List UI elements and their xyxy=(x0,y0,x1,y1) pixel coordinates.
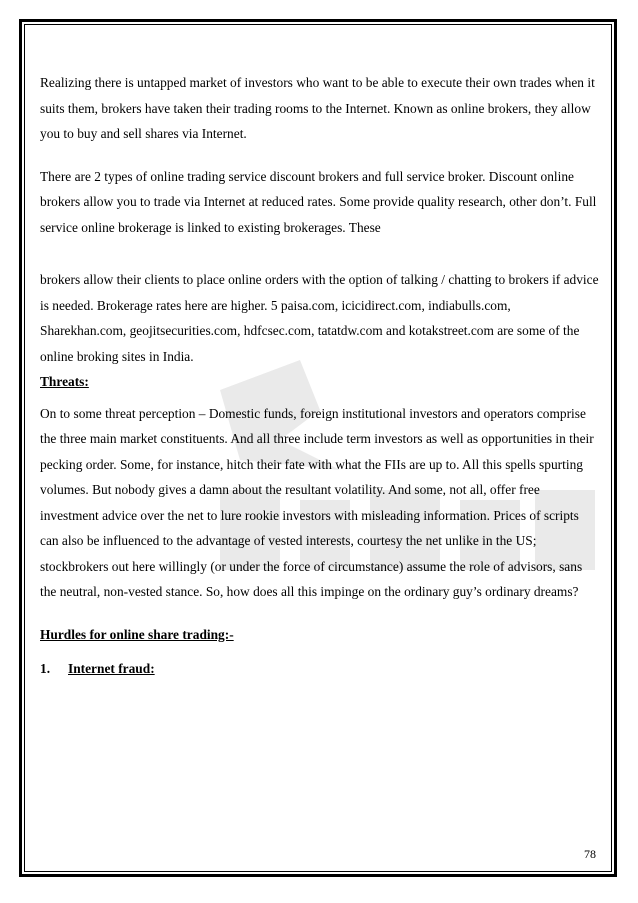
list-item-label: Internet fraud: xyxy=(68,661,155,676)
page-number: 78 xyxy=(584,847,596,861)
paragraph-broker-types: There are 2 types of online trading service discount brokers and full service broker. Discount online brokers allow you to trade via Internet at reduced rates. Some provide quality research, other don’t. Full service online brokerage is linked to existing brokerages. These xyxy=(40,168,597,235)
paragraph-online-brokers: Realizing there is untapped market of investors who want to be able to execute their own trades when it suits them, brokers have taken their trading rooms to the Internet. Known as online brokers, they allow you to buy and sell shares via Internet. xyxy=(40,75,595,141)
paragraph-broker-sites: brokers allow their clients to place online orders with the option of talking / chatting to brokers if advice is needed. Brokerage rates here are higher. 5 paisa.com, icicidirect.com, indiabulls.com, Sharekhan.com, geojitsecurities.com, hdfcsec.com, tatatdw.com and kotakstreet.com are some of the online broking sites in India. xyxy=(40,272,599,364)
list-item-internet-fraud xyxy=(40,656,600,682)
heading-hurdles: Hurdles for online share trading:- xyxy=(40,626,234,642)
list-item-number: 1. xyxy=(40,661,51,676)
page-content xyxy=(40,70,600,682)
paragraph-threats: On to some threat perception – Domestic funds, foreign institutional investors and operators comprise the three main market constituents. And all three include term investors as well as opportunities in their pecking order. Some, for instance, hitch their fate with what the FIIs are up to. All this spells spurting volumes. But nobody gives a damn about the resultant volatility. And some, not all, offer free investment advice over the net to lure rookie investors with misleading information. Prices of scripts can also be influenced to the advantage of vested interests, courtesy the net unlike in the US; stockbrokers out here willingly (or under the force of circumstance) assume the role of advisors, sans the neutral, non-vested stance. So, how does all this impinge on the ordinary guy’s ordinary dreams? xyxy=(40,405,594,599)
heading-threats: Threats: xyxy=(40,374,89,389)
